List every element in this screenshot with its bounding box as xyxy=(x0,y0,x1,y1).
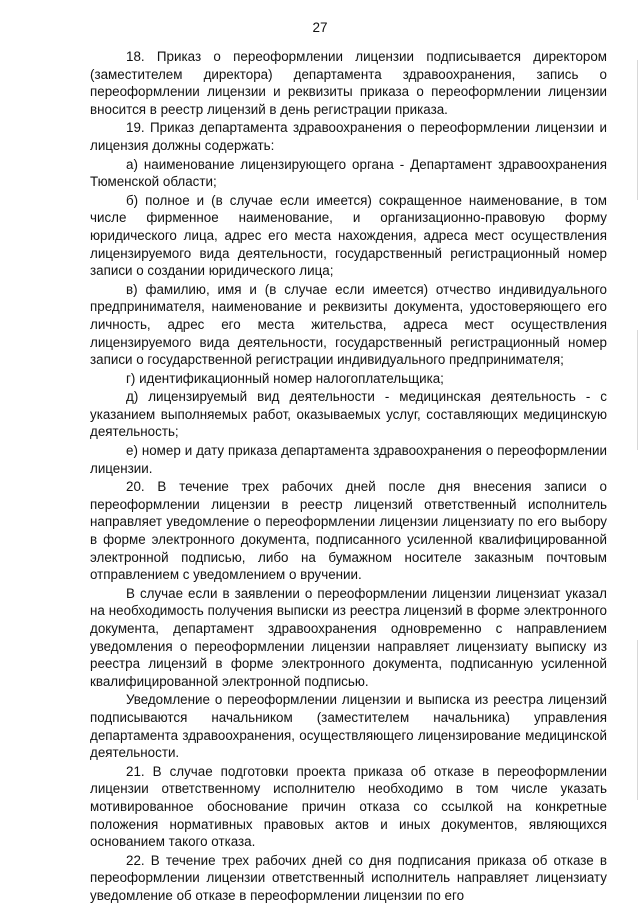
document-body xyxy=(90,48,607,906)
list-item-e: е) номер и дату приказа департамента здравоохранения о переоформлении лицензии. xyxy=(90,443,607,476)
paragraph-20-extract: В случае если в заявлении о переоформлении лицензии лицензиат указал на необходимость получения выписки из реестра лицензий в форме электронного документа, департамент здравоохранения одновременно с направлением уведомления о переоформлении лицензии направляет лицензиату выписку из реестра лицензий в форме электронного документа, подписанную усиленной квалифицированной электронной подписью. xyxy=(90,585,607,689)
paragraph-20: 20. В течение трех рабочих дней после дня внесения записи о переоформлении лицензии в реестр лицензий ответственный исполнитель направляет уведомление о переоформлении лицензии лицензиату по его выбору в форме электронного документа, подписанного усиленной квалифицированной электронной подписью, либо на бумажном носителе заказным почтовым отправлением с уведомлением о вручении. xyxy=(90,479,607,583)
list-item-b: б) полное и (в случае если имеется) сокращенное наименование, в том числе фирменное наименование, и организационно-правовую форму юридического лица, адрес его места нахождения, адреса мест осуществления лицензируемого вида деятельности, государственный регистрационный номер записи о создании юридического лица; xyxy=(90,192,607,279)
list-item-a: а) наименование лицензирующего органа - Департамент здравоохранения Тюменской области; xyxy=(90,156,607,190)
page-number: 27 xyxy=(312,20,328,35)
paragraph-22: 22. В течение трех рабочих дней со дня подписания приказа об отказе в переоформлении лицензии ответственный исполнитель направляет лицензиату уведомление об отказе в переоформлении лицензии по его xyxy=(90,852,607,903)
list-item-g: г) идентификационный номер налогоплательщика; xyxy=(126,370,444,386)
scan-edge-mark xyxy=(637,330,638,450)
list-item-v: в) фамилию, имя и (в случае если имеется) отчество индивидуального предпринимателя, наименование и реквизиты документа, удостоверяющего его личность, адрес его места жительства, адреса мест осуществления лицензируемого вида деятельности, государственный регистрационный номер записи о государственной регистрации индивидуального предпринимателя; xyxy=(90,281,607,368)
list-item-d: д) лицензируемый вид деятельности - медицинская деятельность - с указанием выполняемых работ, оказываемых услуг, составляющих медицинскую деятельность; xyxy=(90,389,607,440)
scan-edge-mark xyxy=(637,60,638,200)
paragraph-18: 18. Приказ о переоформлении лицензии подписывается директором (заместителем директора) департамента здравоохранения, запись о переоформлении лицензии и реквизиты приказа о переоформлении лицензии вносится в реестр лицензий в день регистрации приказа. xyxy=(90,49,607,117)
paragraph-21: 21. В случае подготовки проекта приказа об отказе в переоформлении лицензии ответственному исполнителю необходимо в том числе указать мотивированное обоснование причин отказа со ссылкой на конкретные положения нормативных правовых актов и иных документов, являющихся основанием такого отказа. xyxy=(90,763,607,850)
scan-edge-mark xyxy=(637,640,638,800)
paragraph-20-signing: Уведомление о переоформлении лицензии и выписка из реестра лицензий подписываются начальником (заместителем начальника) управления департамента здравоохранения, осуществляющего лицензирование медицинской деятельности. xyxy=(90,692,607,761)
paragraph-19: 19. Приказ департамента здравоохранения о переоформлении лицензии и лицензия должны содержать: xyxy=(90,120,607,153)
